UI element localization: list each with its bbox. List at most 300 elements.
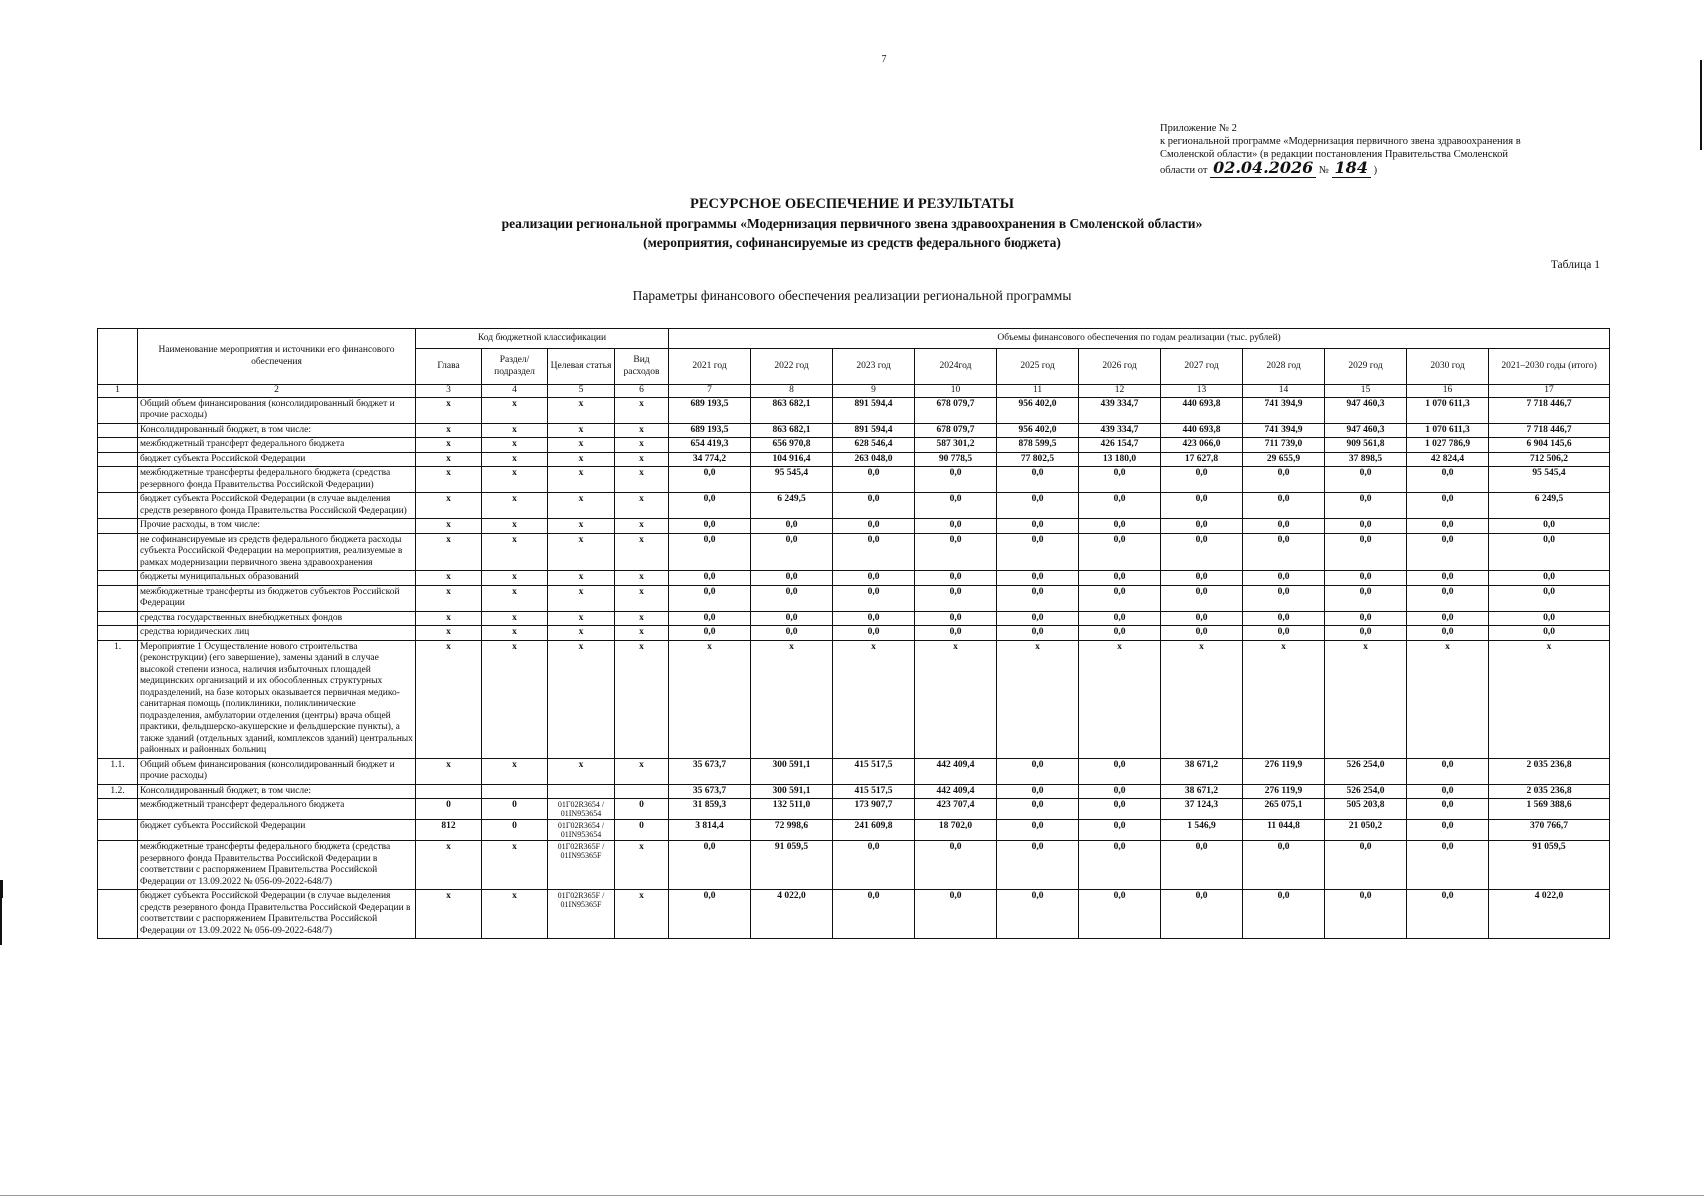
- value-cell: 0,0: [997, 585, 1079, 611]
- row-number: [98, 533, 138, 571]
- value-cell: 415 517,5: [833, 758, 915, 784]
- row-number: [98, 438, 138, 453]
- table-row: [98, 397, 1610, 423]
- budget-code-cell: x: [416, 397, 482, 423]
- row-number: 1.: [98, 640, 138, 758]
- row-name: межбюджетные трансферты федерального бюджета (средства резервного фонда Правительства Российской Федерации): [138, 467, 416, 493]
- value-cell: 947 460,3: [1325, 397, 1407, 423]
- row-name: межбюджетный трансферт федерального бюджета: [138, 438, 416, 453]
- budget-code-cell: x: [482, 611, 548, 626]
- value-cell: 0,0: [1161, 467, 1243, 493]
- row-number: [98, 799, 138, 820]
- budget-code-cell: x: [548, 571, 615, 586]
- value-cell: 17 627,8: [1161, 452, 1243, 467]
- table-row: [98, 640, 1610, 758]
- budget-code-cell: x: [615, 841, 669, 890]
- budget-code-cell: x: [615, 626, 669, 641]
- value-cell: 34 774,2: [669, 452, 751, 467]
- table-row: [98, 423, 1610, 438]
- budget-code-cell: x: [482, 467, 548, 493]
- appendix-line-3: Смоленской области» (в редакции постановления Правительства Смоленской: [1160, 149, 1508, 160]
- budget-code-cell: 01Г02R365F / 01IN95365F: [548, 841, 615, 890]
- row-number: 1.1.: [98, 758, 138, 784]
- budget-code-cell: x: [416, 519, 482, 534]
- value-cell: 0,0: [1161, 519, 1243, 534]
- value-cell: 11 044,8: [1243, 820, 1325, 841]
- budget-code-cell: 0: [416, 799, 482, 820]
- value-cell: 0,0: [1489, 626, 1610, 641]
- budget-code-cell: x: [482, 533, 548, 571]
- value-cell: 0,0: [1325, 533, 1407, 571]
- column-index: 1: [98, 385, 138, 398]
- header-year-col: 2028 год: [1243, 349, 1325, 385]
- value-cell: 21 050,2: [1325, 820, 1407, 841]
- value-cell: 0,0: [1161, 571, 1243, 586]
- budget-code-cell: x: [548, 533, 615, 571]
- column-index: 8: [751, 385, 833, 398]
- value-cell: 0,0: [1407, 519, 1489, 534]
- budget-code-cell: [482, 784, 548, 799]
- budget-code-cell: x: [416, 467, 482, 493]
- header-code-col: Вид расходов: [615, 349, 669, 385]
- value-cell: 0,0: [1243, 611, 1325, 626]
- value-cell: 863 682,1: [751, 423, 833, 438]
- value-cell: 91 059,5: [1489, 841, 1610, 890]
- value-cell: 440 693,8: [1161, 397, 1243, 423]
- budget-code-cell: x: [615, 585, 669, 611]
- value-cell: 31 859,3: [669, 799, 751, 820]
- table-row: [98, 533, 1610, 571]
- value-cell: 1 546,9: [1161, 820, 1243, 841]
- value-cell: 0,0: [1407, 493, 1489, 519]
- value-cell: 0,0: [1489, 571, 1610, 586]
- document-title: [0, 195, 1704, 252]
- value-cell: 0,0: [1079, 493, 1161, 519]
- value-cell: 0,0: [833, 585, 915, 611]
- row-name: межбюджетные трансферты федерального бюджета (средства резервного фонда Правительства Российской Федерации в соответствии с распоряжением Правительства Российской Федерации от 13.09.2022 № 056-09-2022-648/7): [138, 841, 416, 890]
- value-cell: x: [1079, 640, 1161, 758]
- row-number: [98, 423, 138, 438]
- budget-code-cell: x: [416, 423, 482, 438]
- budget-code-cell: x: [416, 841, 482, 890]
- table-row: [98, 452, 1610, 467]
- value-cell: 0,0: [1407, 611, 1489, 626]
- value-cell: 7 718 446,7: [1489, 423, 1610, 438]
- value-cell: 0,0: [1243, 841, 1325, 890]
- value-cell: 0,0: [1407, 820, 1489, 841]
- value-cell: 0,0: [1243, 890, 1325, 939]
- budget-code-cell: x: [416, 611, 482, 626]
- value-cell: 0,0: [1407, 626, 1489, 641]
- row-name: Общий объем финансирования (консолидированный бюджет и прочие расходы): [138, 397, 416, 423]
- budget-code-cell: x: [548, 452, 615, 467]
- value-cell: 0,0: [1325, 890, 1407, 939]
- value-cell: 0,0: [1079, 571, 1161, 586]
- row-number: [98, 611, 138, 626]
- value-cell: 0,0: [669, 611, 751, 626]
- value-cell: 0,0: [1407, 533, 1489, 571]
- budget-code-cell: x: [482, 585, 548, 611]
- value-cell: 423 707,4: [915, 799, 997, 820]
- value-cell: 0,0: [833, 571, 915, 586]
- header-year-col: 2022 год: [751, 349, 833, 385]
- row-number: [98, 585, 138, 611]
- value-cell: x: [751, 640, 833, 758]
- value-cell: 0,0: [833, 890, 915, 939]
- budget-code-cell: x: [548, 519, 615, 534]
- value-cell: 42 824,4: [1407, 452, 1489, 467]
- value-cell: 0,0: [997, 533, 1079, 571]
- value-cell: 0,0: [1243, 585, 1325, 611]
- column-index: 12: [1079, 385, 1161, 398]
- header-year-col: 2027 год: [1161, 349, 1243, 385]
- value-cell: 37 124,3: [1161, 799, 1243, 820]
- budget-code-cell: 01Г02R365F / 01IN95365F: [548, 890, 615, 939]
- table-row: [98, 493, 1610, 519]
- budget-code-cell: 0: [482, 799, 548, 820]
- value-cell: 628 546,4: [833, 438, 915, 453]
- column-index: 7: [669, 385, 751, 398]
- value-cell: 300 591,1: [751, 758, 833, 784]
- appendix-note: [1160, 122, 1590, 177]
- value-cell: 689 193,5: [669, 397, 751, 423]
- value-cell: 0,0: [997, 611, 1079, 626]
- value-cell: 415 517,5: [833, 784, 915, 799]
- value-cell: 0,0: [669, 493, 751, 519]
- scan-mark: [0, 895, 2, 945]
- value-cell: 0,0: [833, 467, 915, 493]
- value-cell: 0,0: [1079, 533, 1161, 571]
- header-code-col: Глава: [416, 349, 482, 385]
- value-cell: x: [997, 640, 1079, 758]
- budget-code-cell: x: [615, 452, 669, 467]
- value-cell: x: [1325, 640, 1407, 758]
- value-cell: x: [1407, 640, 1489, 758]
- value-cell: 0,0: [997, 758, 1079, 784]
- value-cell: 90 778,5: [915, 452, 997, 467]
- budget-code-cell: x: [482, 438, 548, 453]
- budget-code-cell: x: [615, 611, 669, 626]
- appendix-date-prefix: области от: [1160, 165, 1208, 176]
- value-cell: 37 898,5: [1325, 452, 1407, 467]
- value-cell: 0,0: [1407, 890, 1489, 939]
- value-cell: x: [1489, 640, 1610, 758]
- value-cell: 0,0: [1161, 890, 1243, 939]
- value-cell: 0,0: [1161, 493, 1243, 519]
- value-cell: 0,0: [997, 626, 1079, 641]
- row-number: [98, 571, 138, 586]
- budget-code-cell: x: [548, 626, 615, 641]
- value-cell: 442 409,4: [915, 784, 997, 799]
- budget-code-cell: x: [615, 519, 669, 534]
- header-code-col: Раздел/ подраздел: [482, 349, 548, 385]
- budget-code-cell: x: [416, 452, 482, 467]
- value-cell: 0,0: [1325, 611, 1407, 626]
- value-cell: 0,0: [997, 890, 1079, 939]
- table-row: [98, 438, 1610, 453]
- column-index: 10: [915, 385, 997, 398]
- value-cell: 0,0: [669, 533, 751, 571]
- value-cell: 0,0: [1243, 533, 1325, 571]
- value-cell: 38 671,2: [1161, 758, 1243, 784]
- value-cell: 276 119,9: [1243, 758, 1325, 784]
- budget-code-cell: x: [416, 571, 482, 586]
- budget-code-cell: x: [548, 397, 615, 423]
- value-cell: 0,0: [997, 841, 1079, 890]
- value-cell: 0,0: [915, 611, 997, 626]
- value-cell: 587 301,2: [915, 438, 997, 453]
- value-cell: 0,0: [1079, 467, 1161, 493]
- budget-code-cell: x: [615, 397, 669, 423]
- value-cell: 1 569 388,6: [1489, 799, 1610, 820]
- value-cell: 0,0: [1161, 841, 1243, 890]
- budget-code-cell: [615, 784, 669, 799]
- value-cell: 712 506,2: [1489, 452, 1610, 467]
- budget-code-cell: [548, 784, 615, 799]
- value-cell: 891 594,4: [833, 423, 915, 438]
- budget-code-cell: 01Г02R3654 / 01IN953654: [548, 799, 615, 820]
- value-cell: 678 079,7: [915, 423, 997, 438]
- row-name: Консолидированный бюджет, в том числе:: [138, 423, 416, 438]
- value-cell: 0,0: [1161, 611, 1243, 626]
- value-cell: 0,0: [1079, 820, 1161, 841]
- table-label: Таблица 1: [1550, 259, 1600, 271]
- value-cell: 0,0: [1079, 519, 1161, 534]
- value-cell: 0,0: [1325, 467, 1407, 493]
- value-cell: 0,0: [915, 533, 997, 571]
- header-year-col: 2029 год: [1325, 349, 1407, 385]
- value-cell: 0,0: [997, 799, 1079, 820]
- value-cell: 0,0: [915, 841, 997, 890]
- column-index: 15: [1325, 385, 1407, 398]
- appendix-line-1: Приложение № 2: [1160, 123, 1237, 134]
- budget-code-cell: [416, 784, 482, 799]
- column-index: 2: [138, 385, 416, 398]
- row-name: бюджеты муниципальных образований: [138, 571, 416, 586]
- budget-code-cell: x: [416, 640, 482, 758]
- value-cell: 741 394,9: [1243, 423, 1325, 438]
- budget-code-cell: x: [548, 585, 615, 611]
- value-cell: 6 904 145,6: [1489, 438, 1610, 453]
- value-cell: 0,0: [1079, 626, 1161, 641]
- value-cell: 0,0: [1489, 533, 1610, 571]
- value-cell: 711 739,0: [1243, 438, 1325, 453]
- value-cell: 265 075,1: [1243, 799, 1325, 820]
- value-cell: 863 682,1: [751, 397, 833, 423]
- row-number: [98, 841, 138, 890]
- budget-code-cell: x: [416, 585, 482, 611]
- value-cell: 0,0: [915, 519, 997, 534]
- value-cell: 0,0: [1407, 841, 1489, 890]
- value-cell: 0,0: [833, 611, 915, 626]
- value-cell: 0,0: [1325, 585, 1407, 611]
- value-cell: 0,0: [915, 467, 997, 493]
- budget-code-cell: x: [482, 626, 548, 641]
- column-index: 17: [1489, 385, 1610, 398]
- row-name: бюджет субъекта Российской Федерации (в случае выделения средств резервного фонда Правительства Российской Федерации в соответствии с распоряжением Правительства Российской Федерации от 13.09.2022 № 056-09-2022-648/7): [138, 890, 416, 939]
- value-cell: 0,0: [1079, 890, 1161, 939]
- value-cell: 91 059,5: [751, 841, 833, 890]
- table-row: [98, 890, 1610, 939]
- table-subtitle: Параметры финансового обеспечения реализации региональной программы: [632, 288, 1072, 303]
- value-cell: 0,0: [669, 890, 751, 939]
- value-cell: 654 419,3: [669, 438, 751, 453]
- value-cell: 300 591,1: [751, 784, 833, 799]
- value-cell: 0,0: [1325, 519, 1407, 534]
- value-cell: 0,0: [669, 467, 751, 493]
- value-cell: 0,0: [1325, 571, 1407, 586]
- scan-edge: [0, 1195, 1704, 1196]
- value-cell: 0,0: [751, 533, 833, 571]
- header-budget-code: Код бюджетной классификации: [416, 329, 669, 349]
- value-cell: 276 119,9: [1243, 784, 1325, 799]
- value-cell: 0,0: [1079, 799, 1161, 820]
- value-cell: 678 079,7: [915, 397, 997, 423]
- column-index: 13: [1161, 385, 1243, 398]
- header-name: Наименование мероприятия и источники его финансового обеспечения: [138, 329, 416, 385]
- value-cell: 77 802,5: [997, 452, 1079, 467]
- value-cell: 0,0: [1407, 799, 1489, 820]
- value-cell: 909 561,8: [1325, 438, 1407, 453]
- column-index: 3: [416, 385, 482, 398]
- page-number: 7: [881, 54, 887, 65]
- value-cell: 0,0: [915, 890, 997, 939]
- value-cell: 18 702,0: [915, 820, 997, 841]
- row-name: Мероприятие 1 Осуществление нового строительства (реконструкции) (его завершение), замены зданий в случае высокой степени износа, наличия избыточных площадей медицинских организаций и их обособленных структурных подразделений, на базе которых оказывается первичная медико-санитарная помощь (поликлиники, поликлинические подразделения, амбулатории отделения (центры) врача общей практики, фельдшерско-акушерские и фельдшерские пункты), а также зданий (отдельных зданий, комплексов зданий) центральных районных и районных больниц: [138, 640, 416, 758]
- table-row: [98, 820, 1610, 841]
- title-line-2: реализации региональной программы «Модернизация первичного звена здравоохранения в Смоленской области»: [501, 216, 1203, 231]
- budget-code-cell: x: [548, 758, 615, 784]
- value-cell: 0,0: [1243, 626, 1325, 641]
- table-row: [98, 758, 1610, 784]
- row-name: межбюджетный трансферт федерального бюджета: [138, 799, 416, 820]
- table-row: [98, 611, 1610, 626]
- value-cell: 0,0: [1243, 519, 1325, 534]
- value-cell: 0,0: [1079, 585, 1161, 611]
- row-name: бюджет субъекта Российской Федерации: [138, 452, 416, 467]
- value-cell: 1 070 611,3: [1407, 423, 1489, 438]
- title-line-1: РЕСУРСНОЕ ОБЕСПЕЧЕНИЕ И РЕЗУЛЬТАТЫ: [690, 196, 1014, 212]
- value-cell: 0,0: [833, 493, 915, 519]
- value-cell: 1 070 611,3: [1407, 397, 1489, 423]
- row-name: межбюджетные трансферты из бюджетов субъектов Российской Федерации: [138, 585, 416, 611]
- row-number: [98, 820, 138, 841]
- table-row: [98, 467, 1610, 493]
- row-number: [98, 493, 138, 519]
- value-cell: 0,0: [1407, 585, 1489, 611]
- value-cell: 0,0: [997, 467, 1079, 493]
- column-index: 9: [833, 385, 915, 398]
- value-cell: 0,0: [1325, 626, 1407, 641]
- value-cell: x: [669, 640, 751, 758]
- value-cell: 0,0: [751, 626, 833, 641]
- budget-code-cell: 0: [615, 799, 669, 820]
- row-name: средства государственных внебюджетных фондов: [138, 611, 416, 626]
- budget-code-cell: x: [416, 438, 482, 453]
- value-cell: 947 460,3: [1325, 423, 1407, 438]
- budget-code-cell: x: [482, 493, 548, 519]
- value-cell: 0,0: [1489, 585, 1610, 611]
- number-sign: №: [1318, 165, 1329, 176]
- appendix-line-4: [1160, 158, 1590, 177]
- header-year-col: 2021–2030 годы (итого): [1489, 349, 1610, 385]
- header-year-col: 2026 год: [1079, 349, 1161, 385]
- budget-code-cell: x: [482, 841, 548, 890]
- value-cell: 0,0: [1079, 841, 1161, 890]
- column-index: 16: [1407, 385, 1489, 398]
- budget-code-cell: x: [548, 640, 615, 758]
- row-name: не софинансируемые из средств федерального бюджета расходы субъекта Российской Федерации на мероприятия, реализуемые в рамках модернизации первичного звена здравоохранения: [138, 533, 416, 571]
- value-cell: 526 254,0: [1325, 784, 1407, 799]
- header-year-col: 2030 год: [1407, 349, 1489, 385]
- value-cell: 439 334,7: [1079, 423, 1161, 438]
- budget-code-cell: x: [416, 626, 482, 641]
- table-row: [98, 626, 1610, 641]
- budget-code-cell: x: [548, 611, 615, 626]
- header-years: Объемы финансового обеспечения по годам реализации (тыс. рублей): [669, 329, 1610, 349]
- value-cell: 0,0: [997, 571, 1079, 586]
- table-row: [98, 784, 1610, 799]
- row-name: бюджет субъекта Российской Федерации (в случае выделения средств резервного фонда Правительства Российской Федерации): [138, 493, 416, 519]
- header-year-col: 2024год: [915, 349, 997, 385]
- value-cell: 442 409,4: [915, 758, 997, 784]
- value-cell: 13 180,0: [1079, 452, 1161, 467]
- value-cell: 0,0: [997, 820, 1079, 841]
- table-row: [98, 571, 1610, 586]
- value-cell: 370 766,7: [1489, 820, 1610, 841]
- value-cell: 0,0: [1079, 611, 1161, 626]
- budget-code-cell: x: [416, 758, 482, 784]
- column-index: 5: [548, 385, 615, 398]
- header-year-col: 2021 год: [669, 349, 751, 385]
- value-cell: 0,0: [997, 519, 1079, 534]
- value-cell: 0,0: [751, 519, 833, 534]
- table-row: [98, 841, 1610, 890]
- budget-code-cell: x: [615, 533, 669, 571]
- value-cell: x: [833, 640, 915, 758]
- column-index: 11: [997, 385, 1079, 398]
- budget-code-cell: x: [615, 571, 669, 586]
- value-cell: 263 048,0: [833, 452, 915, 467]
- budget-code-cell: 0: [482, 820, 548, 841]
- row-name: Консолидированный бюджет, в том числе:: [138, 784, 416, 799]
- budget-code-cell: x: [548, 438, 615, 453]
- value-cell: 0,0: [915, 585, 997, 611]
- value-cell: 0,0: [1325, 841, 1407, 890]
- value-cell: 0,0: [669, 571, 751, 586]
- column-index: 4: [482, 385, 548, 398]
- header-year-col: 2023 год: [833, 349, 915, 385]
- table-row: [98, 799, 1610, 820]
- value-cell: 3 814,4: [669, 820, 751, 841]
- value-cell: 656 970,8: [751, 438, 833, 453]
- column-index-row: [98, 385, 1610, 398]
- row-number: 1.2.: [98, 784, 138, 799]
- value-cell: 2 035 236,8: [1489, 784, 1610, 799]
- value-cell: 439 334,7: [1079, 397, 1161, 423]
- value-cell: 0,0: [1325, 493, 1407, 519]
- value-cell: 0,0: [833, 841, 915, 890]
- value-cell: 0,0: [1407, 758, 1489, 784]
- value-cell: 0,0: [669, 585, 751, 611]
- scan-mark: [1700, 60, 1702, 150]
- header-num-cell: [98, 329, 138, 385]
- budget-code-cell: x: [615, 640, 669, 758]
- row-number: [98, 626, 138, 641]
- value-cell: 0,0: [915, 571, 997, 586]
- value-cell: 0,0: [751, 571, 833, 586]
- value-cell: 4 022,0: [751, 890, 833, 939]
